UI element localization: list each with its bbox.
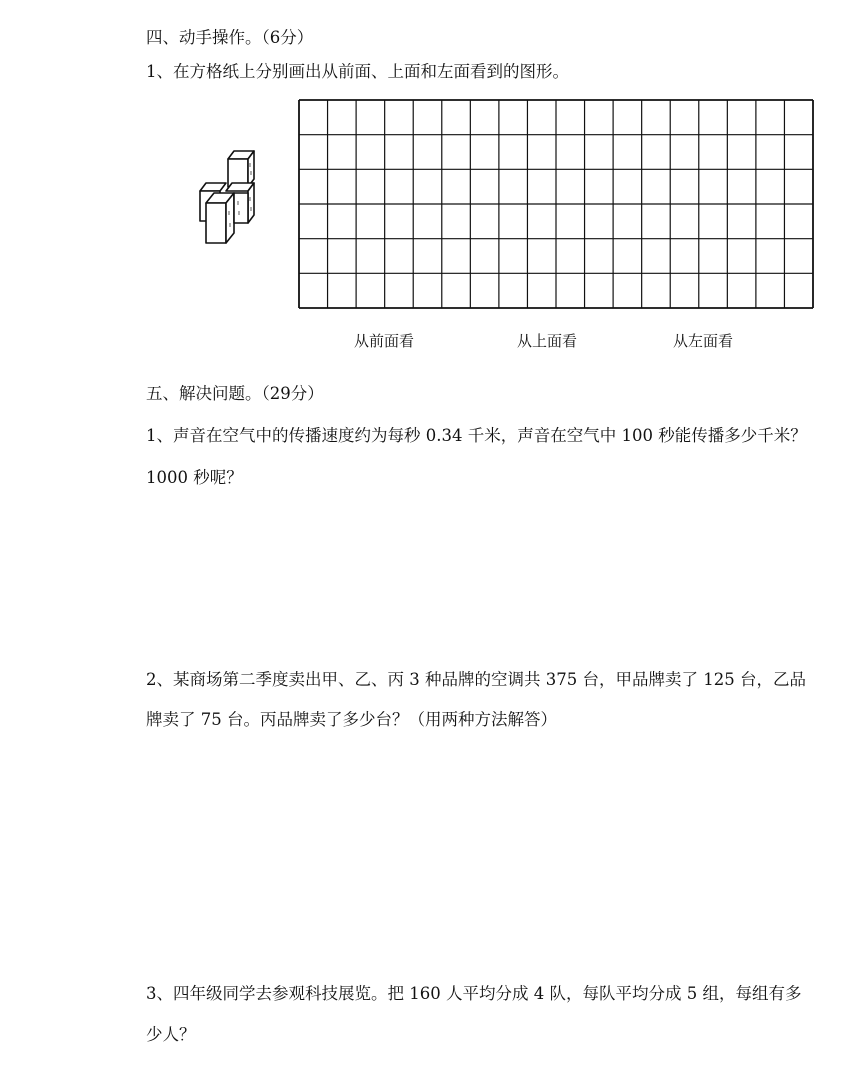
section5-q3-line1: 3、四年级同学去参观科技展览。把 160 人平均分成 4 队，每队平均分成 5 组，每组有多 [146,984,802,1003]
cube-stack-figure [192,145,262,250]
view-label-top: 从上面看 [517,332,578,350]
section5-q2-line1: 2、某商场第二季度卖出甲、乙、丙 3 种品牌的空调共 375 台，甲品牌卖了 125 台，乙品 [146,670,806,689]
view-label-left: 从左面看 [673,332,734,350]
section4-heading: 四、动手操作。（6分） [146,28,314,47]
section5-q1-line2: 1000 秒呢？ [146,468,243,487]
section4-question1: 1、在方格纸上分别画出从前面、上面和左面看到的图形。 [146,62,569,81]
section5-q3-line2: 少人？ [146,1025,196,1044]
square-grid-paper[interactable] [298,99,814,309]
view-label-front: 从前面看 [354,332,415,350]
section5-q2-line2: 牌卖了 75 台。丙品牌卖了多少台？（用两种方法解答） [146,710,557,729]
section5-q1-line1: 1、声音在空气中的传播速度约为每秒 0.34 千米，声音在空气中 100 秒能传播多少千米？ [146,426,807,445]
section5-heading: 五、解决问题。（29分） [146,384,324,403]
